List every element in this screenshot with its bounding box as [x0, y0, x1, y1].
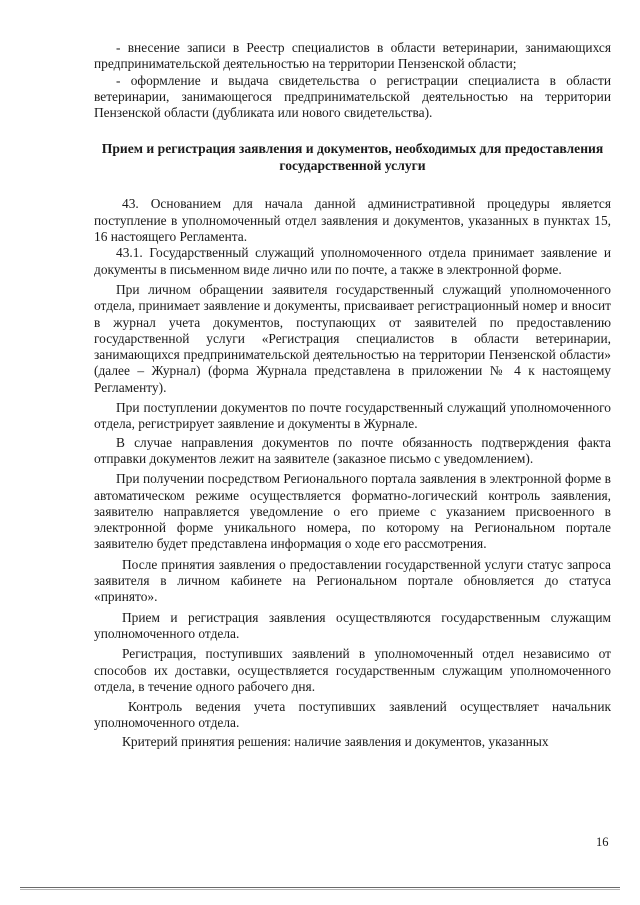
body-paragraph: При поступлении документов по почте государственный служащий уполномоченного отдела, регистрирует заявление и документы в Журнале. — [94, 400, 611, 432]
body-paragraph: Критерий принятия решения: наличие заявления и документов, указанных — [122, 733, 549, 749]
document-body — [94, 40, 611, 750]
body-paragraph: В случае направления документов по почте обязанность подтверждения факта отправки документов лежит на заявителе (заказное письмо с уведомлением). — [94, 434, 611, 466]
body-paragraph: 43.1. Государственный служащий уполномоченного отдела принимает заявление и документы в письменном виде лично или по почте, а также в электронной форме. — [94, 245, 611, 277]
body-paragraph: Прием и регистрация заявления осуществляются государственным служащим уполномоченного отдела. — [94, 609, 611, 641]
scan-edge-line — [20, 887, 620, 888]
section-heading: Прием и регистрация заявления и документов, необходимых для предоставления государственной услуги — [101, 141, 604, 173]
body-paragraph: Контроль ведения учета поступивших заявлений осуществляет начальник уполномоченного отдела. — [94, 699, 611, 731]
page-number: 16 — [596, 835, 609, 849]
intro-paragraph: - внесение записи в Реестр специалистов в области ветеринарии, занимающихся предпринимательской деятельностью на территории Пензенской области; — [94, 40, 611, 72]
body-paragraph: При получении посредством Регионального портала заявления в электронной форме в автоматическом режиме осуществляется форматно-логический контроль заявления, заявителю направляется уведомление о его приеме с указанием присвоенного в электронной форме уникального номера, по которому на Региональном портале заявителю будет представлена информация о ходе его рассмотрения. — [94, 471, 611, 552]
intro-paragraph: - оформление и выдача свидетельства о регистрации специалиста в области ветеринарии, занимающегося предпринимательской деятельностью на территории Пензенской области (дубликата или нового свидетельства). — [94, 72, 611, 121]
body-paragraph: 43. Основанием для начала данной административной процедуры является поступление в уполномоченный отдел заявления и документов, указанных в пунктах 15, 16 настоящего Регламента. — [94, 196, 611, 245]
scan-edge-line — [20, 889, 620, 890]
body-paragraph: После принятия заявления о предоставлении государственной услуги статус запроса заявителя в личном кабинете на Региональном портале обновляется до статуса «принято». — [94, 556, 611, 605]
body-paragraph: Регистрация, поступивших заявлений в уполномоченный отдел независимо от способов их доставки, осуществляется государственным служащим уполномоченного отдела, в течение одного рабочего дня. — [94, 646, 611, 694]
body-paragraph: При личном обращении заявителя государственный служащий уполномоченного отдела, принимает заявление и документы, присваивает регистрационный номер и вносит в журнал учета документов, поступающих от заявителей по предоставлению государственной услуги «Регистрация специалистов в области ветеринарии, занимающихся предпринимательской деятельностью на территории Пензенской области» (далее – Журнал) (форма Журнала представлена в приложении № 4 к настоящему Регламенту). — [94, 281, 611, 395]
